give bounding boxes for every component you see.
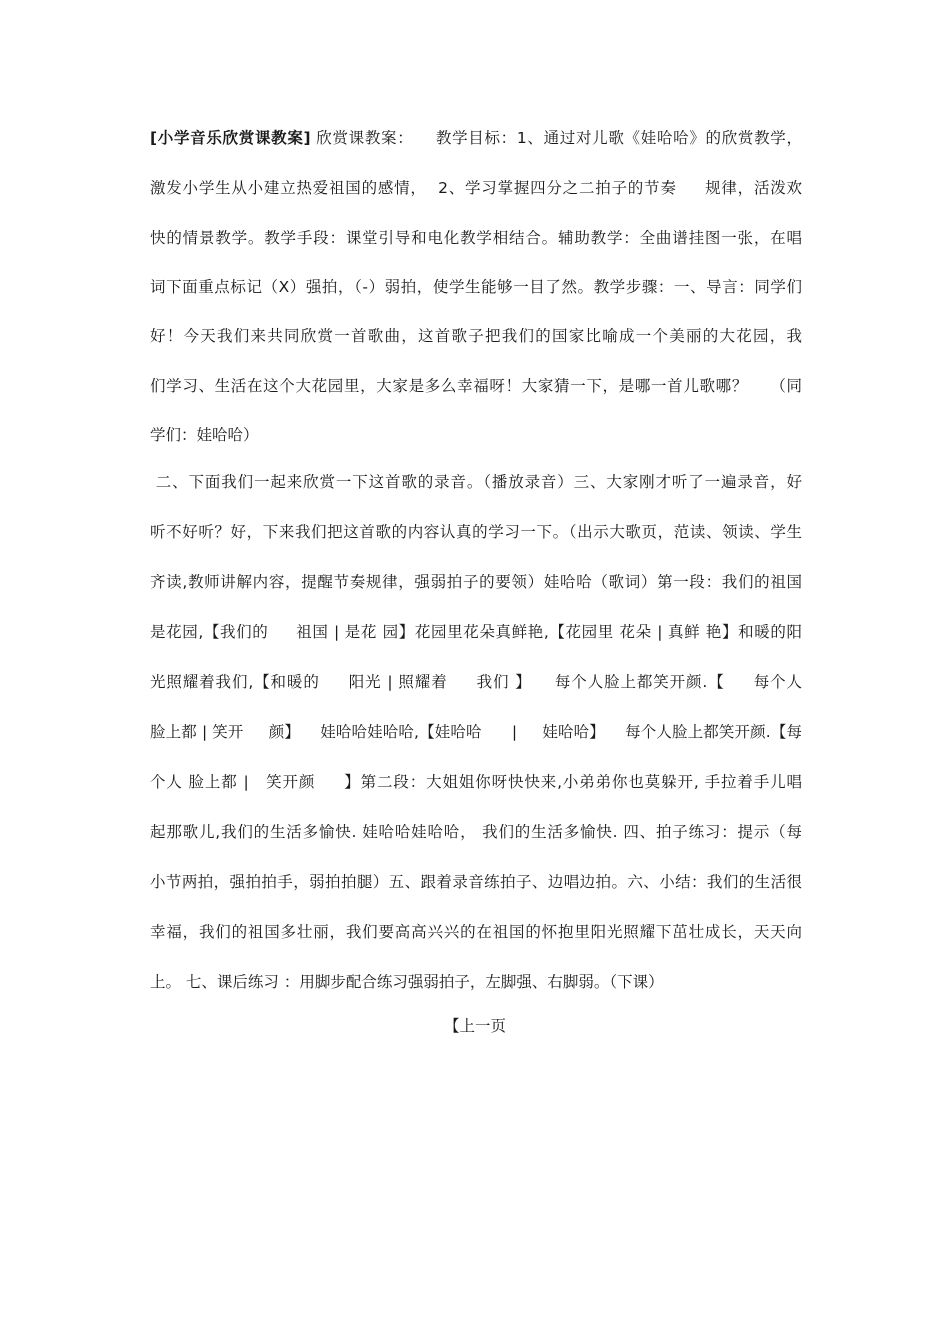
prev-page-link[interactable]: 【上一页 xyxy=(443,1017,506,1035)
title-bracket-close: ] xyxy=(303,129,311,147)
paragraph-2-line-1: 二、下面我们一起来欣赏一下这首歌的录音。（播放录音）三、大家刚才听了一遍录音，好 xyxy=(150,473,802,491)
paragraph-2-line-8: 起那歌儿,我们的生活多愉快. 娃哈哈娃哈哈， 我们的生活多愉快. 四、拍子练习：提示（每 xyxy=(150,823,802,841)
paragraph-2-line-10: 幸福，我们的祖国多壮丽，我们要高高兴兴的在祖国的怀抱里阳光照耀下茁壮成长，天天向 xyxy=(150,923,802,941)
paragraph-2-line-3: 齐读,教师讲解内容，提醒节奏规律，强弱拍子的要领）娃哈哈（歌词）第一段：我们的祖国 xyxy=(150,573,802,591)
paragraph-1-line-7: 学们：娃哈哈） xyxy=(150,426,259,444)
paragraph-2-line-2: 听不好听？好，下来我们把这首歌的内容认真的学习一下。（出示大歌页，范读、领读、学生 xyxy=(150,523,802,541)
paragraph-2-line-4: 是花园,【我们的 祖国 | 是花 园】花园里花朵真鲜艳,【花园里 花朵 | 真鲜 艳】和暖的阳 xyxy=(150,623,802,641)
paragraph-2-line-9: 小节两拍，强拍拍手，弱拍拍腿）五、跟着录音练拍子、边唱边拍。六、小结：我们的生活很 xyxy=(150,873,802,891)
paragraph-2-line-11: 上。 七、课后练习 ：用脚步配合练习强弱拍子，左脚强、右脚弱。（下课） xyxy=(150,973,664,991)
paragraph-1-line-3: 快的情景教学。教学手段：课堂引导和电化教学相结合。辅助教学：全曲谱挂图一张，在唱 xyxy=(150,229,802,247)
paragraph-1-line-4: 词下面重点标记（X）强拍，（-）弱拍，使学生能够一目了然。教学步骤：一、导言：同学们 xyxy=(150,278,802,296)
paragraph-1-line-2: 激发小学生从小建立热爱祖国的感情， 2、学习掌握四分之二拍子的节奏 规律，活泼欢 xyxy=(150,179,802,197)
paragraph-2-line-5: 光照耀着我们,【和暖的 阳光 | 照耀着 我们 】 每个人脸上都笑开颜.【 每个人 xyxy=(150,673,802,691)
paragraph-1-line-1 xyxy=(150,128,802,148)
paragraph-1-line-1-text: 欣赏课教案： 教学目标：1、通过对儿歌《娃哈哈》的欣赏教学， xyxy=(310,129,802,147)
paragraph-1-line-5: 好！今天我们来共同欣赏一首歌曲，这首歌子把我们的国家比喻成一个美丽的大花园，我 xyxy=(150,327,802,345)
paragraph-1-line-6: 们学习、生活在这个大花园里，大家是多么幸福呀！大家猜一下，是哪一首儿歌哪？ （同 xyxy=(150,377,802,395)
document-title: 小学音乐欣赏课教案 xyxy=(157,129,304,147)
title-bracket-open: [ xyxy=(150,129,158,147)
paragraph-2-line-6: 脸上都 | 笑开 颜】 娃哈哈娃哈哈,【娃哈哈 | 娃哈哈】 每个人脸上都笑开颜.【每 xyxy=(150,723,802,741)
paragraph-2-line-7: 个人 脸上都 | 笑开颜 】第二段：大姐姐你呀快快来,小弟弟你也莫躲开, 手拉着手儿唱 xyxy=(150,773,802,791)
